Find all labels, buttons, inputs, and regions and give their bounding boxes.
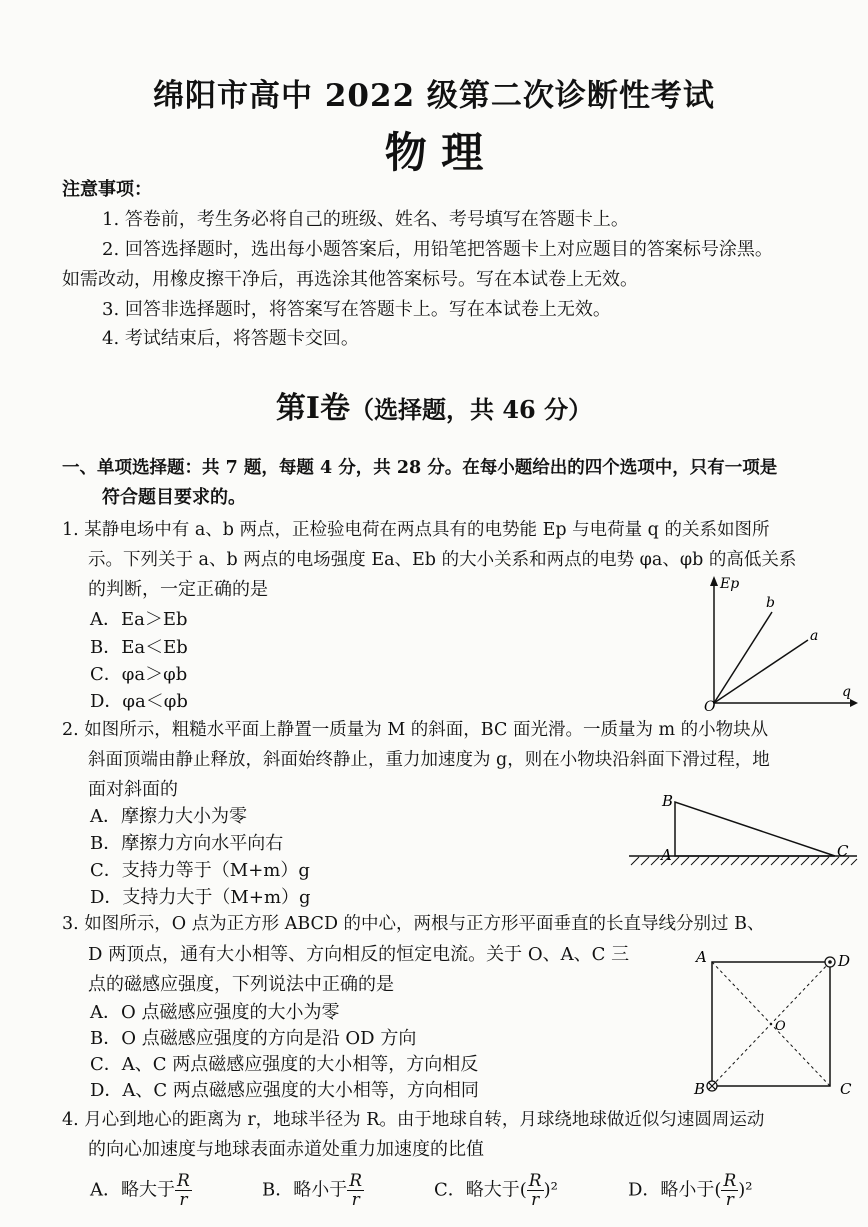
ep-axis-arrow — [710, 576, 718, 586]
fraction: $\frac{R}{r}$ — [528, 1171, 542, 1210]
q2-option-a: A．摩擦力大小为零 — [90, 806, 247, 827]
q3-stem: 3. 如图所示，O 点为正方形 ABCD 的中心，两根与正方形平面垂直的长直导线分别过 B、 — [62, 914, 765, 934]
vertex-d-label: D — [838, 952, 851, 970]
q3-option-a: A．O 点磁感应强度的大小为零 — [90, 1002, 340, 1023]
subject-title: 物 理 — [384, 128, 484, 177]
q2-figure — [625, 790, 860, 870]
notice-item: 4. 考试结束后，将答题卡交回。 — [102, 328, 359, 349]
notice-item: 2. 回答选择题时，选出每小题答案后，用铅笔把答题卡上对应题目的答案标号涂黑。 — [102, 239, 773, 260]
ep-axis-label: Ep — [720, 576, 740, 592]
q-axis-arrow — [850, 699, 858, 707]
q4-option-d: D．略小于( $\frac{R}{r}$ )² — [628, 1171, 753, 1210]
q1-option-c: C．φa＞φb — [90, 664, 188, 685]
line-a — [714, 640, 808, 703]
section-name: 第Ⅰ卷 — [275, 391, 350, 426]
q1-option-b: B．Ea＜Eb — [90, 637, 188, 658]
notice-item: 3. 回答非选择题时，将答案写在答题卡上。写在本试卷上无效。 — [102, 299, 611, 320]
q2-option-b: B．摩擦力方向水平向右 — [90, 833, 284, 854]
notice-heading: 注意事项： — [62, 179, 152, 200]
q2-stem: 2. 如图所示，粗糙水平面上静置一质量为 M 的斜面，BC 面光滑。一质量为 m 的小物块从 — [62, 720, 769, 740]
q4-stem: 4. 月心到地心的距离为 r，地球半径为 R。由于地球自转，月球绕地球做近似匀速圆周运动 — [62, 1110, 765, 1130]
q1-option-a: A．Ea＞Eb — [90, 609, 188, 630]
q4-option-b: B．略小于 $\frac{R}{r}$ — [262, 1171, 363, 1210]
q3-option-c: C．A、C 两点磁感应强度的大小相等，方向相反 — [90, 1054, 479, 1075]
q1-stem: 1. 某静电场中有 a、b 两点，正检验电荷在两点具有的电势能 Ep 与电荷量 q 的关系如图所 — [62, 520, 770, 540]
section-subtitle: （选择题，共 46 分） — [349, 395, 593, 424]
part-heading-cont: 符合题目要求的。 — [102, 487, 246, 508]
part-heading: 一、单项选择题：共 7 题，每题 4 分，共 28 分。在每小题给出的四个选项中，只有一项是 — [62, 458, 778, 478]
q2-option-c: C．支持力等于（M+m）g — [90, 860, 310, 881]
notice-item: 1. 答卷前，考生务必将自己的班级、姓名、考号填写在答题卡上。 — [102, 209, 629, 230]
center-o-label: O — [775, 1019, 786, 1034]
q3-option-d: D．A、C 两点磁感应强度的大小相等，方向相同 — [90, 1080, 479, 1101]
line-b-label: b — [766, 595, 775, 611]
q3-stem: D 两顶点，通有大小相等、方向相反的恒定电流。关于 O、A、C 三 — [88, 944, 630, 965]
q4-stem: 的向心加速度与地球表面赤道处重力加速度的比值 — [88, 1139, 484, 1160]
q2-stem: 面对斜面的 — [88, 779, 178, 800]
line-a-label: a — [810, 628, 819, 644]
q3-stem: 点的磁感应强度，下列说法中正确的是 — [88, 974, 394, 995]
point-b-label: B — [662, 792, 674, 810]
fraction: $\frac{R}{r}$ — [723, 1171, 737, 1210]
q1-option-d: D．φa＜φb — [90, 691, 188, 712]
vertex-b-label: B — [694, 1080, 706, 1096]
section-title — [0, 383, 868, 427]
vertex-c-label: C — [840, 1080, 852, 1096]
notice-item: 如需改动，用橡皮擦干净后，再选涂其他答案标号。写在本试卷上无效。 — [62, 269, 638, 290]
q2-option-d: D．支持力大于（M+m）g — [90, 887, 311, 908]
fraction: $\frac{R}{r}$ — [349, 1171, 363, 1210]
q3-option-b: B．O 点磁感应强度的方向是沿 OD 方向 — [90, 1028, 417, 1049]
q1-stem: 的判断，一定正确的是 — [88, 579, 268, 600]
q4-option-c: C．略大于( $\frac{R}{r}$ )² — [434, 1171, 558, 1210]
line-b — [714, 612, 772, 703]
incline-triangle — [675, 802, 835, 856]
q1-figure — [690, 572, 858, 712]
point-c-label: C — [837, 842, 849, 860]
vertex-a-label: A — [696, 948, 707, 966]
origin-label: O — [704, 699, 716, 712]
exam-title: 绵阳市高中 2022 级第二次诊断性考试 — [153, 78, 715, 114]
q3-figure — [690, 948, 858, 1096]
q4-option-a: A．略大于 $\frac{R}{r}$ — [90, 1171, 190, 1210]
q2-stem: 斜面顶端由静止释放，斜面始终静止，重力加速度为 g，则在小物块沿斜面下滑过程，地 — [88, 750, 770, 770]
point-a-label: A — [661, 846, 672, 864]
fraction: $\frac{R}{r}$ — [177, 1171, 190, 1210]
q-axis-label: q — [842, 684, 851, 700]
q1-stem: 示。下列关于 a、b 两点的电场强度 Ea、Eb 的大小关系和两点的电势 φa、φb 的高低关系 — [88, 550, 797, 570]
